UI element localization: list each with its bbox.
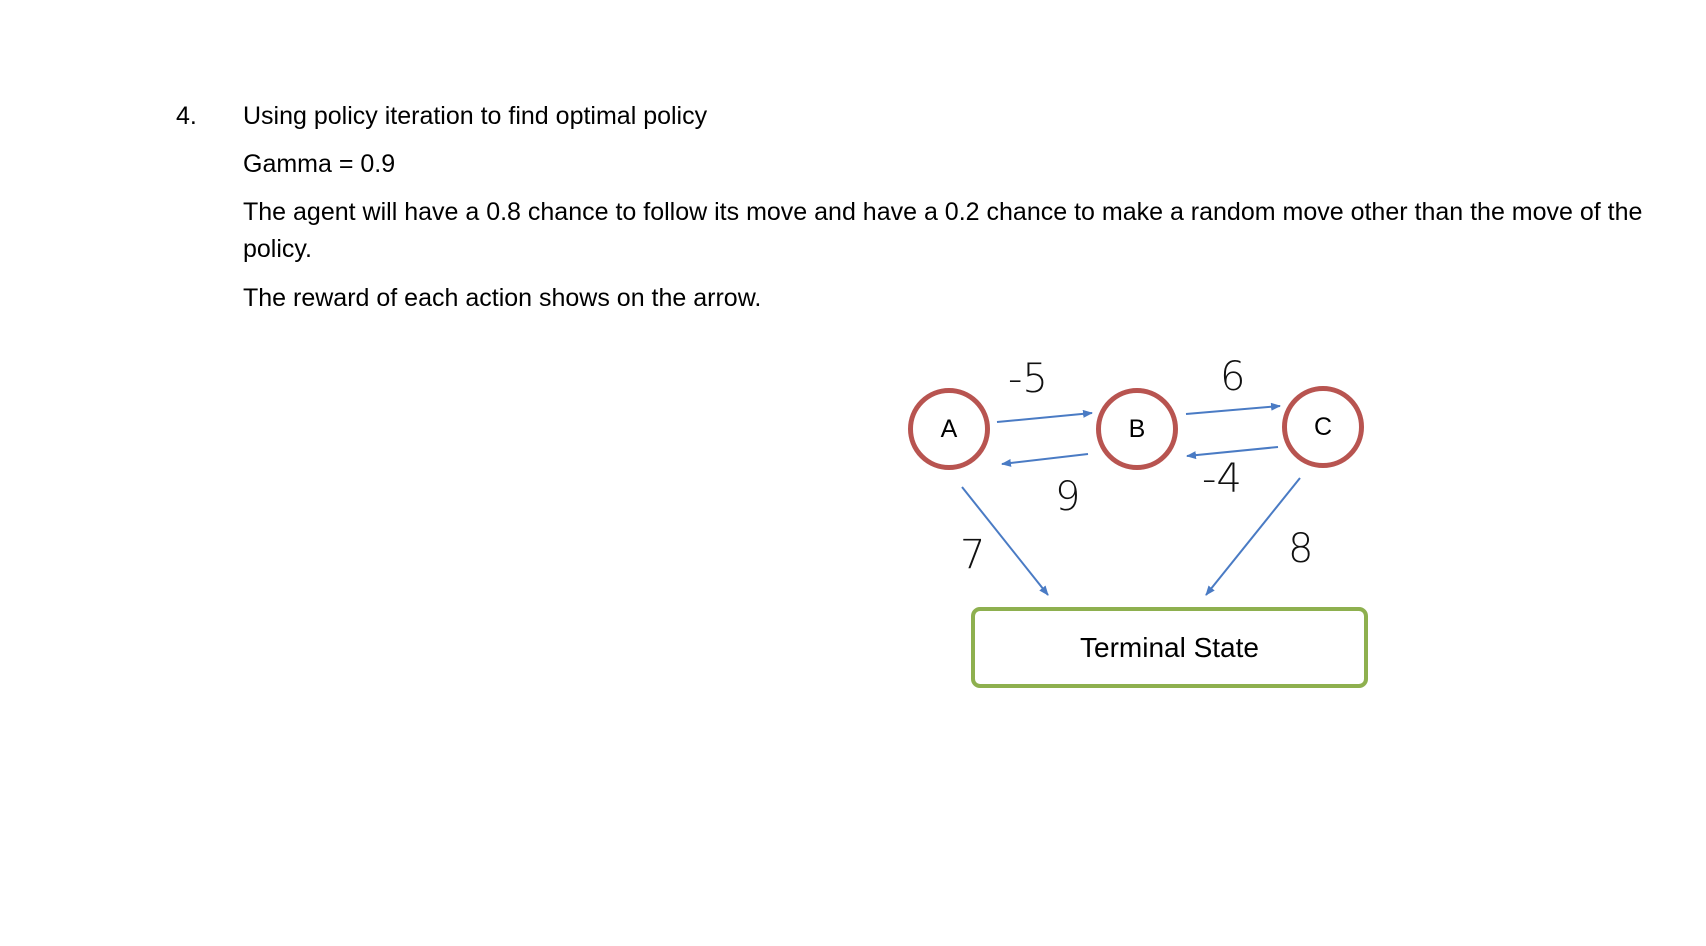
reward-b-to-c-label: 6 — [1220, 354, 1246, 400]
question-title: Using policy iteration to find optimal policy — [243, 102, 708, 130]
reward-c-to-b-label: -4 — [1202, 456, 1242, 502]
arrow-b-to-c — [1186, 406, 1280, 414]
state-c-label: C — [1313, 412, 1333, 441]
gamma-value: Gamma = 0.9 — [243, 150, 396, 178]
reward-note: The reward of each action shows on the arrow. — [243, 284, 762, 312]
state-a-label: A — [940, 414, 958, 443]
state-a-node — [908, 388, 990, 470]
arrow-b-to-a — [1002, 454, 1088, 464]
state-c-node — [1282, 386, 1364, 468]
terminal-state-box — [971, 607, 1368, 688]
state-b-node — [1096, 388, 1178, 470]
state-b-label: B — [1128, 414, 1146, 443]
reward-a-to-b-label: -5 — [1008, 356, 1048, 402]
reward-a-to-terminal-label: 7 — [960, 532, 986, 578]
question-number: 4. — [176, 102, 197, 130]
reward-c-to-terminal-label: 8 — [1288, 526, 1314, 572]
reward-b-to-a-label: 9 — [1055, 474, 1081, 520]
mdp-diagram — [890, 350, 1390, 700]
arrow-a-to-b — [997, 413, 1092, 422]
arrow-c-to-b — [1187, 447, 1278, 456]
terminal-state-label: Terminal State — [1080, 631, 1259, 663]
question-description: The agent will have a 0.8 chance to follow its move and have a 0.2 chance to make a random move other than the move of the policy. — [243, 198, 1643, 263]
